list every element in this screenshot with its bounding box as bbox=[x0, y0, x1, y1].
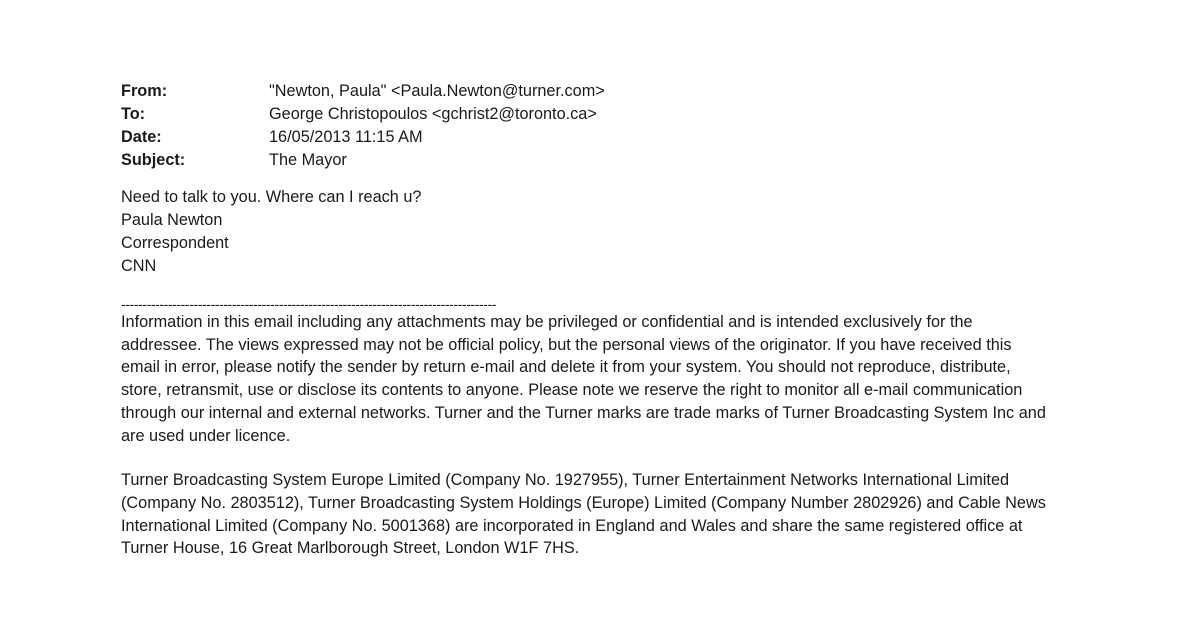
email-disclaimer bbox=[121, 311, 1081, 560]
header-date bbox=[121, 126, 1081, 149]
header-subject bbox=[121, 149, 1081, 172]
date-label: Date: bbox=[121, 128, 162, 146]
subject-label: Subject: bbox=[121, 151, 186, 169]
header-to bbox=[121, 103, 1081, 126]
email-headers bbox=[121, 80, 1081, 172]
subject-value: The Mayor bbox=[269, 151, 347, 169]
date-value: 16/05/2013 11:15 AM bbox=[269, 128, 423, 146]
disclaimer-confidentiality: Information in this email including any attachments may be privileged or confidential and is intended exclusively for the addressee. The views expressed may not be official policy, but the personal views of the originator. If you have received this email in error, please notify the sender by return e-mail and delete it from your system. You should not reproduce, distribute, store, retransmit, use or disclose its contents to anyone. Please note we reserve the right to monitor all e-mail communication through our internal and external networks. Turner and the Turner marks are trade marks of Turner Broadcasting System Inc and are used under licence. bbox=[121, 313, 1046, 445]
from-value: "Newton, Paula" <Paula.Newton@turner.com> bbox=[269, 82, 605, 100]
body-line-signature-org: CNN bbox=[121, 257, 157, 275]
to-value: George Christopoulos <gchrist2@toronto.ca> bbox=[269, 105, 597, 123]
header-from bbox=[121, 80, 1081, 103]
to-label: To: bbox=[121, 105, 146, 123]
email-body bbox=[121, 186, 1081, 278]
disclaimer-company-info: Turner Broadcasting System Europe Limited (Company No. 1927955), Turner Entertainment Networks International Limited (Company No. 2803512), Turner Broadcasting System Holdings (Europe) Limited (Company Number 2802926) and Cable News International Limited (Company No. 5001368) are incorporated in England and Wales and share the same registered office at Turner House, 16 Great Marlborough Street, London W1F 7HS. bbox=[121, 471, 1046, 558]
body-line-signature-title: Correspondent bbox=[121, 234, 229, 252]
disclaimer-separator: ---------------------------------------------------------------------------------------- bbox=[121, 297, 497, 311]
body-line-message: Need to talk to you. Where can I reach u? bbox=[121, 188, 422, 206]
email-document bbox=[121, 80, 1081, 560]
from-label: From: bbox=[121, 82, 168, 100]
body-line-signature-name: Paula Newton bbox=[121, 211, 223, 229]
